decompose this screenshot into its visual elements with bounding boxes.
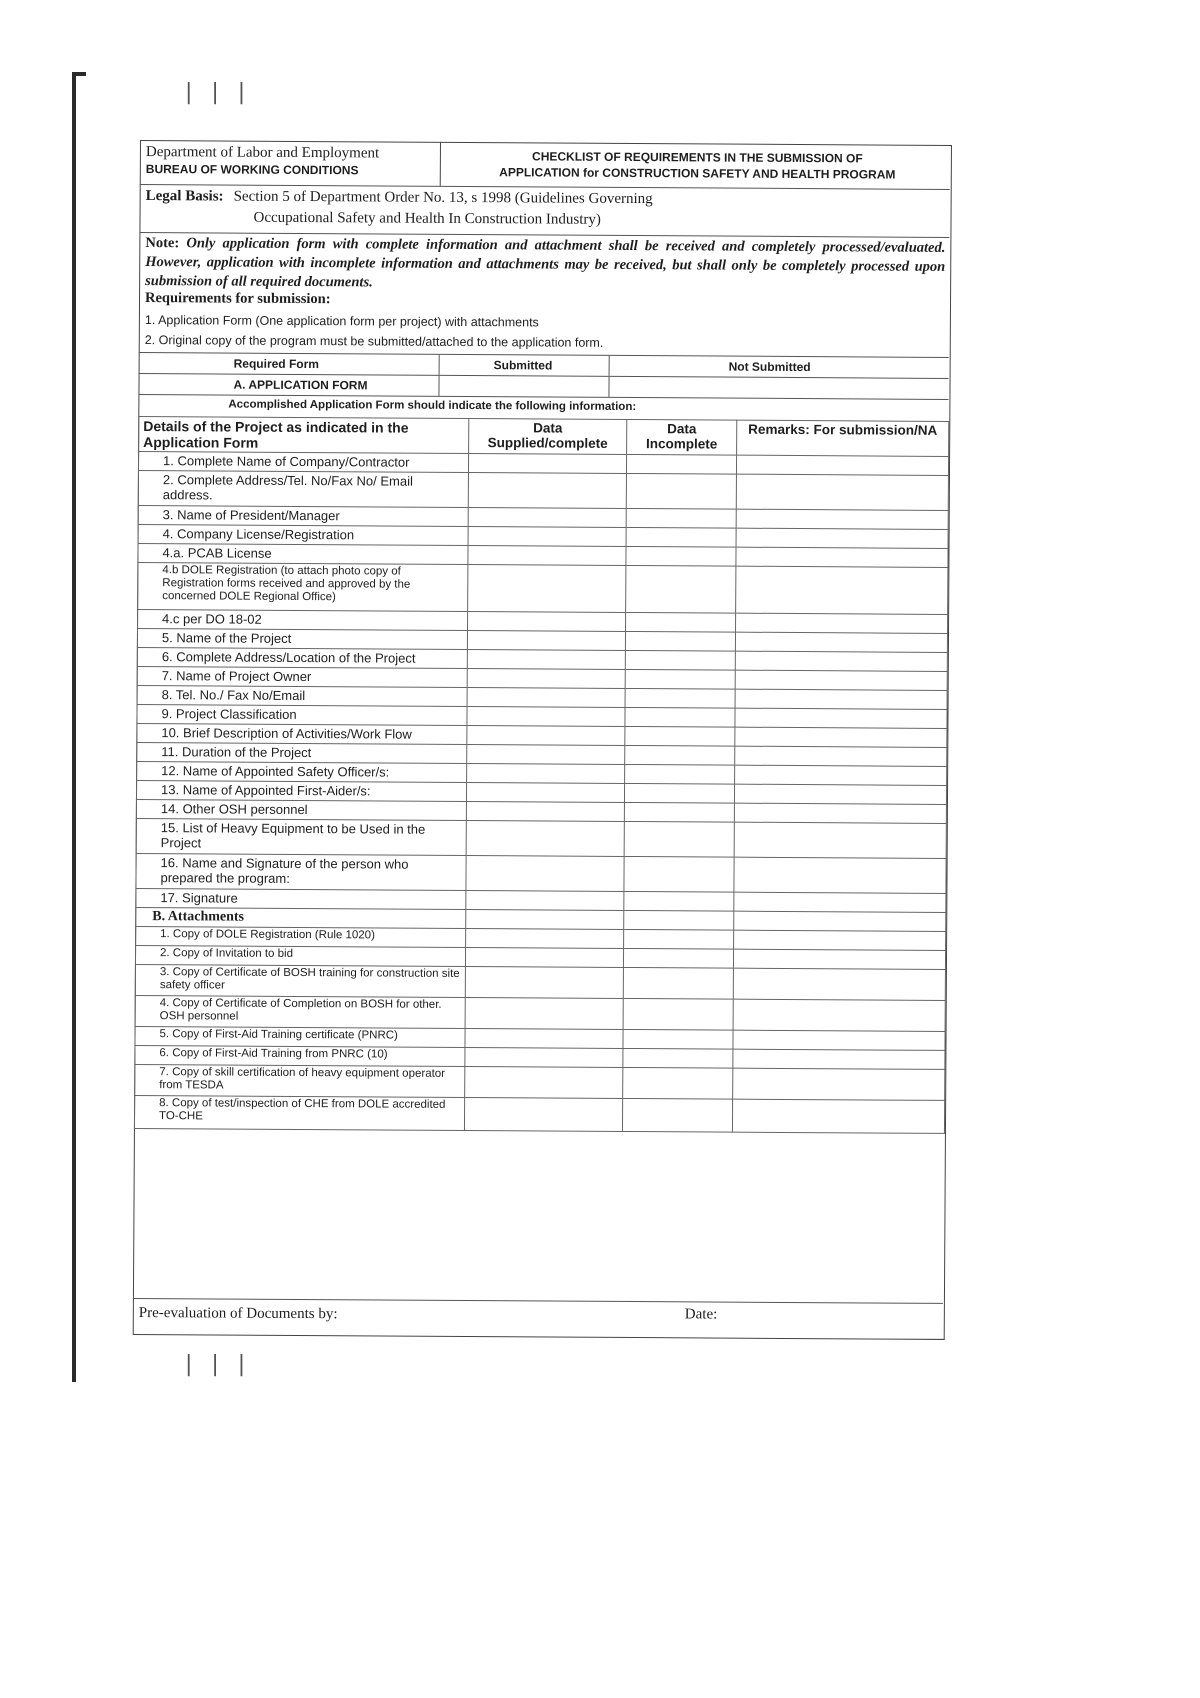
- remarks-cell[interactable]: [735, 746, 947, 766]
- data-incomplete-cell[interactable]: [623, 967, 733, 999]
- remarks-cell[interactable]: [733, 999, 945, 1031]
- note-text: Only application form with complete information and attachment shall be received and completely processed/evaluated. However, application with incomplete information and attachments may be received, but shall only be completely processed upon submission of all required documents.: [145, 235, 946, 291]
- remarks-cell[interactable]: [733, 1030, 945, 1050]
- attachment-item-label: 4. Copy of Certificate of Completion on BOSH for other. OSH personnel: [135, 995, 465, 1028]
- data-incomplete-cell[interactable]: [623, 1048, 733, 1068]
- header-details: Details of the Project as indicated in the Application Form: [139, 416, 469, 453]
- detail-item-label: 2. Complete Address/Tel. No/Fax No/ Email address.: [138, 470, 468, 507]
- detail-item-label: 14. Other OSH personnel: [136, 799, 466, 820]
- attachment-item-label: 2. Copy of Invitation to bid: [135, 945, 465, 966]
- data-incomplete-cell[interactable]: [624, 910, 734, 930]
- remarks-cell[interactable]: [733, 949, 945, 969]
- data-supplied-cell[interactable]: [465, 1029, 623, 1049]
- data-incomplete-cell[interactable]: [625, 688, 735, 708]
- data-supplied-cell[interactable]: [467, 688, 625, 708]
- data-supplied-cell[interactable]: [467, 631, 625, 651]
- attachment-item-label: 5. Copy of First-Aid Training certificate (PNRC): [135, 1026, 465, 1047]
- col-not-submitted: Not Submitted: [728, 359, 811, 375]
- pen-marks-bottom: | | |: [185, 1352, 252, 1377]
- data-incomplete-cell[interactable]: [624, 802, 734, 822]
- data-supplied-cell[interactable]: [466, 783, 624, 803]
- data-incomplete-cell[interactable]: [625, 669, 735, 689]
- data-incomplete-cell[interactable]: [626, 546, 736, 566]
- data-supplied-cell[interactable]: [465, 967, 623, 999]
- remarks-cell[interactable]: [735, 651, 947, 671]
- col-divider: [608, 377, 609, 397]
- data-incomplete-cell[interactable]: [623, 1029, 733, 1049]
- data-incomplete-cell[interactable]: [625, 707, 735, 727]
- remarks-cell[interactable]: [733, 1068, 945, 1100]
- remarks-cell[interactable]: [736, 509, 948, 529]
- remarks-cell[interactable]: [736, 455, 948, 475]
- bureau-name: BUREAU OF WORKING CONDITIONS: [145, 162, 359, 178]
- header-remarks: Remarks: For submission/NA: [737, 420, 949, 456]
- detail-item-label: 16. Name and Signature of the person who prepared the program:: [136, 853, 466, 890]
- detail-item-label: 9. Project Classification: [137, 704, 467, 725]
- note-label: Note:: [145, 235, 180, 252]
- details-table-body: [134, 416, 948, 1133]
- col-divider: [438, 376, 439, 396]
- data-supplied-cell[interactable]: [467, 669, 625, 689]
- date-label: Date:: [684, 1306, 718, 1323]
- data-supplied-cell[interactable]: [466, 910, 624, 930]
- detail-item-label: 4. Company License/Registration: [138, 524, 468, 545]
- data-supplied-cell[interactable]: [467, 707, 625, 727]
- data-incomplete-cell[interactable]: [625, 650, 735, 670]
- attachment-item-label: 3. Copy of Certificate of BOSH training for construction site safety officer: [135, 964, 465, 997]
- data-supplied-cell[interactable]: [467, 764, 625, 784]
- requirements-title: Requirements for submission:: [144, 290, 331, 308]
- col-submitted: Submitted: [493, 358, 553, 373]
- remarks-cell[interactable]: [733, 968, 945, 1000]
- remarks-cell[interactable]: [734, 784, 946, 804]
- col-required-form: Required Form: [233, 356, 320, 372]
- data-incomplete-cell[interactable]: [626, 454, 736, 474]
- remarks-cell[interactable]: [736, 547, 948, 567]
- remarks-cell[interactable]: [735, 765, 947, 785]
- details-table: [134, 416, 949, 1134]
- section-a-label: A. APPLICATION FORM: [233, 377, 368, 393]
- detail-item-label: 4.a. PCAB License: [138, 543, 468, 564]
- detail-item-label: 15. List of Heavy Equipment to be Used in the Project: [136, 818, 466, 855]
- data-supplied-cell[interactable]: [468, 546, 626, 566]
- data-incomplete-cell[interactable]: [626, 508, 736, 528]
- remarks-cell[interactable]: [734, 892, 946, 912]
- data-supplied-cell[interactable]: [467, 650, 625, 670]
- data-incomplete-cell[interactable]: [624, 856, 734, 892]
- data-incomplete-cell[interactable]: [623, 948, 733, 968]
- legal-basis-line-1: Section 5 of Department Order No. 13, s 1998 (Guidelines Governing: [233, 188, 653, 208]
- remarks-cell[interactable]: [732, 1099, 944, 1133]
- remarks-cell[interactable]: [734, 822, 946, 858]
- data-supplied-cell[interactable]: [468, 527, 626, 547]
- data-supplied-cell[interactable]: [466, 821, 624, 857]
- header-data-supplied: Data Supplied/complete: [469, 419, 627, 455]
- data-incomplete-cell[interactable]: [626, 527, 736, 547]
- data-supplied-cell[interactable]: [466, 929, 624, 949]
- attachment-row: [135, 1064, 945, 1100]
- remarks-cell[interactable]: [735, 689, 947, 709]
- data-incomplete-cell[interactable]: [626, 612, 736, 632]
- requirement-item: 2. Original copy of the program must be submitted/attached to the application form.: [144, 333, 604, 350]
- data-supplied-cell[interactable]: [468, 473, 626, 509]
- header-data-incomplete: Data Incomplete: [627, 419, 737, 455]
- data-supplied-cell[interactable]: [466, 856, 624, 892]
- scan-corner-mark: [72, 72, 86, 90]
- data-incomplete-cell[interactable]: [625, 631, 735, 651]
- checklist-document: [133, 140, 952, 1340]
- detail-item-label: 4.c per DO 18-02: [138, 609, 468, 630]
- data-supplied-cell[interactable]: [466, 802, 624, 822]
- detail-item-label: 8. Tel. No./ Fax No/Email: [137, 685, 467, 706]
- remarks-cell[interactable]: [734, 857, 946, 893]
- detail-item-label: 7. Name of Project Owner: [137, 666, 467, 687]
- remarks-cell[interactable]: [735, 670, 947, 690]
- data-incomplete-cell[interactable]: [622, 1098, 732, 1132]
- pen-marks-top: | | |: [185, 80, 252, 105]
- data-incomplete-cell[interactable]: [626, 565, 736, 613]
- note-paragraph: [145, 234, 945, 296]
- checklist-title-line-2: APPLICATION for CONSTRUCTION SAFETY AND HEALTH PROGRAM: [499, 165, 896, 182]
- attachment-row: [134, 1095, 944, 1133]
- detail-item-label: 17. Signature: [136, 888, 466, 909]
- detail-item-label: 12. Name of Appointed Safety Officer/s:: [137, 761, 467, 782]
- submission-status-table: [138, 352, 948, 399]
- attachment-item-label: 1. Copy of DOLE Registration (Rule 1020): [136, 926, 466, 947]
- scan-edge-mark: [72, 72, 76, 1382]
- requirements-list: [145, 310, 604, 353]
- data-incomplete-cell[interactable]: [625, 745, 735, 765]
- detail-row: [138, 470, 948, 510]
- detail-row: [136, 818, 946, 858]
- attachment-row: [135, 964, 945, 1000]
- data-incomplete-cell[interactable]: [623, 1067, 733, 1099]
- remarks-cell[interactable]: [734, 911, 946, 931]
- attachment-item-label: 7. Copy of skill certification of heavy equipment operator from TESDA: [135, 1064, 465, 1097]
- remarks-cell[interactable]: [735, 708, 947, 728]
- detail-item-label: 6. Complete Address/Location of the Project: [137, 647, 467, 668]
- checklist-title-line-1: CHECKLIST OF REQUIREMENTS IN THE SUBMISSION OF: [532, 149, 863, 166]
- department-name: Department of Labor and Employment: [145, 144, 380, 162]
- detail-row: [136, 853, 946, 893]
- details-header-row: [139, 416, 949, 456]
- detail-item-label: 3. Name of President/Manager: [138, 505, 468, 526]
- remarks-cell[interactable]: [736, 528, 948, 548]
- data-incomplete-cell[interactable]: [624, 783, 734, 803]
- data-supplied-cell[interactable]: [464, 1098, 622, 1132]
- data-supplied-cell[interactable]: [468, 612, 626, 632]
- remarks-cell[interactable]: [735, 727, 947, 747]
- col-divider: [609, 356, 610, 376]
- data-supplied-cell[interactable]: [465, 998, 623, 1030]
- data-supplied-cell[interactable]: [466, 891, 624, 911]
- attachment-item-label: 6. Copy of First-Aid Training from PNRC (10): [135, 1045, 465, 1066]
- attachment-item-label: 8. Copy of test/inspection of CHE from DOLE accredited TO-CHE: [134, 1095, 464, 1130]
- header-checklist-title: [445, 148, 950, 183]
- pre-evaluation-label: Pre-evaluation of Documents by:: [138, 1305, 338, 1323]
- data-incomplete-cell[interactable]: [625, 764, 735, 784]
- data-incomplete-cell[interactable]: [624, 891, 734, 911]
- remarks-cell[interactable]: [736, 613, 948, 633]
- data-supplied-cell[interactable]: [467, 726, 625, 746]
- remarks-cell[interactable]: [735, 632, 947, 652]
- data-supplied-cell[interactable]: [468, 508, 626, 528]
- remarks-cell[interactable]: [736, 566, 948, 614]
- data-supplied-cell[interactable]: [467, 745, 625, 765]
- data-supplied-cell[interactable]: [465, 948, 623, 968]
- data-supplied-cell[interactable]: [465, 1048, 623, 1068]
- data-supplied-cell[interactable]: [468, 454, 626, 474]
- legal-basis-label: Legal Basis:: [145, 188, 224, 205]
- detail-item-label: 5. Name of the Project: [137, 628, 467, 649]
- accomplished-text: Accomplished Application Form should indicate the following information:: [228, 398, 637, 414]
- data-incomplete-cell[interactable]: [624, 821, 734, 857]
- remarks-cell[interactable]: [736, 474, 948, 510]
- col-divider: [439, 355, 440, 375]
- remarks-cell[interactable]: [733, 1049, 945, 1069]
- detail-item-label: 10. Brief Description of Activities/Work Flow: [137, 723, 467, 744]
- detail-item-label: 13. Name of Appointed First-Aider/s:: [136, 780, 466, 801]
- detail-row: [138, 562, 948, 614]
- attachment-row: [135, 995, 945, 1031]
- section-b-label: B. Attachments: [136, 907, 466, 928]
- detail-item-label: 11. Duration of the Project: [137, 742, 467, 763]
- remarks-cell[interactable]: [734, 930, 946, 950]
- data-incomplete-cell[interactable]: [624, 929, 734, 949]
- detail-item-label: 4.b DOLE Registration (to attach photo copy of Registration forms received and approved by the concerned DOLE Regional Office): [138, 562, 468, 611]
- legal-basis-line-2: Occupational Safety and Health In Construction Industry): [253, 209, 601, 228]
- data-incomplete-cell[interactable]: [625, 726, 735, 746]
- data-incomplete-cell[interactable]: [626, 473, 736, 509]
- remarks-cell[interactable]: [734, 803, 946, 823]
- data-incomplete-cell[interactable]: [623, 998, 733, 1030]
- data-supplied-cell[interactable]: [468, 565, 626, 613]
- header-agency: [146, 144, 446, 180]
- data-supplied-cell[interactable]: [465, 1067, 623, 1099]
- legal-basis: [145, 186, 652, 231]
- requirement-item: 1. Application Form (One application form per project) with attachments: [144, 313, 539, 330]
- detail-item-label: 1. Complete Name of Company/Contractor: [138, 451, 468, 472]
